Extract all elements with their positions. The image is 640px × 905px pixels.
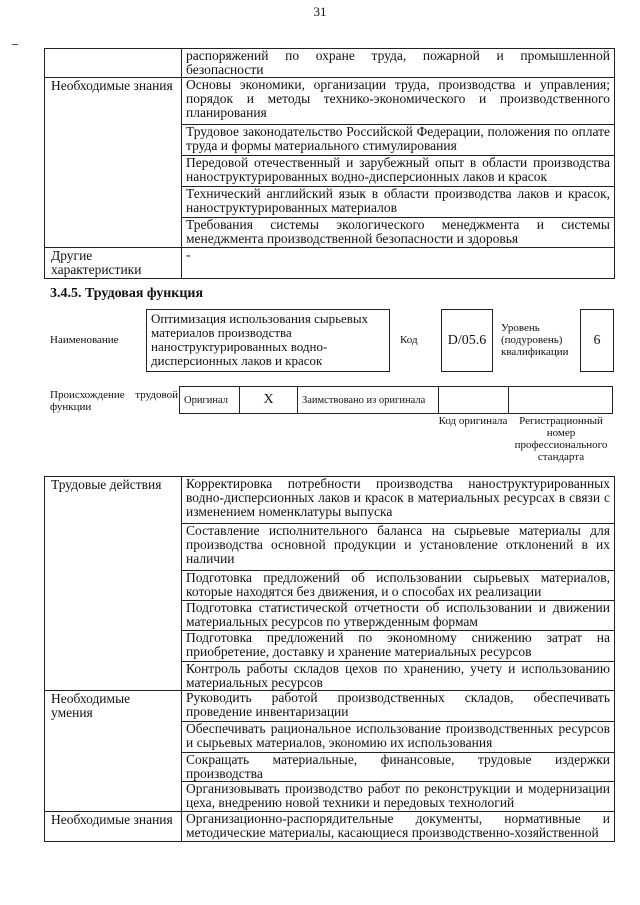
requirement-item: распоряжений по охране труда, пожарной и промышленной безопасности: [182, 49, 615, 78]
page-number: 31: [313, 4, 327, 19]
section-heading: 3.4.5. Трудовая функция: [50, 286, 204, 301]
table-row: [45, 812, 615, 842]
requirement-item: Трудовое законодательство Российской Федерации, положения по оплате труда и формы материального стимулирования: [182, 125, 615, 156]
category-label: [45, 49, 182, 78]
requirement-item: Технический английский язык в области производства лаков и красок, наноструктурированных материалов: [182, 187, 615, 218]
requirement-item: Подготовка предложений об использовании сырьевых материалов, которые находятся без движения, и о способах их реализации: [182, 571, 615, 601]
requirement-item: Сокращать материальные, финансовые, трудовые издержки производства: [182, 753, 615, 782]
requirement-item: Корректировка потребности производства наноструктурированных водно-дисперсионных лаков и красок в материальных ресурсах в связи с изменением номенклатуры выпуска: [182, 477, 615, 524]
category-label: Необходимые умения: [45, 691, 182, 812]
origin-code-cell: [439, 387, 509, 414]
level-label: Уровень (подуровень) квалификации: [501, 322, 569, 358]
origin-original: Оригинал: [180, 387, 240, 414]
requirement-item: Организовывать производство работ по реконструкции и модернизации цеха, внедрению новой техники и передовых технологий: [182, 782, 615, 812]
requirement-item: Составление исполнительного баланса на сырьевые материалы для производства основной продукции и установление отклонений в их наличии: [182, 524, 615, 571]
origin-mark: X: [240, 387, 298, 414]
requirement-item: Контроль работы складов цехов по хранению, учету и использованию материальных ресурсов: [182, 662, 615, 691]
top-requirements-table: [44, 48, 615, 279]
requirement-item: Передовой отечественный и зарубежный опыт в области производства наноструктурированных водно-дисперсионных лаков и красок: [182, 156, 615, 187]
code-label: Код: [400, 334, 418, 346]
requirement-item: Основы экономики, организации труда, производства и управления; порядок и методы технико-экономического и производственного планирования: [182, 78, 615, 125]
requirement-item: Подготовка статистической отчетности об использовании и движении материальных ресурсов по утвержденным формам: [182, 601, 615, 631]
origin-borrowed: Заимствовано из оригинала: [298, 387, 439, 414]
origin-code-caption: Код оригинала: [438, 415, 508, 427]
requirement-item: Организационно-распорядительные документы, нормативные и методические материалы, касающиеся производственно-хозяйственной: [182, 812, 615, 842]
requirement-item: Требования системы экологического менеджмента и системы менеджмента производственной безопасности и здоровья: [182, 218, 615, 248]
requirement-item: Подготовка предложений по экономному снижению затрат на приобретение, доставку и хранение материальных ресурсов: [182, 631, 615, 662]
margin-mark: [12, 44, 18, 45]
requirement-item: -: [182, 248, 615, 279]
table-row: [45, 477, 615, 524]
table-row: [45, 78, 615, 125]
table-row: [45, 248, 615, 279]
origin-label: Происхождение трудовой функции: [50, 389, 178, 413]
requirement-item: Обеспечивать рациональное использование производственных ресурсов и сырьевых материалов, экономию их использования: [182, 722, 615, 753]
table-row: [45, 691, 615, 722]
origin-table: [179, 386, 613, 414]
category-label: Трудовые действия: [45, 477, 182, 691]
requirement-item: Руководить работой производственных складов, обеспечивать проведение инвентаризации: [182, 691, 615, 722]
table-row: [45, 49, 615, 78]
category-label: Другие характеристики: [45, 248, 182, 279]
qualification-level: 6: [580, 309, 614, 372]
origin-reg-cell: [509, 387, 613, 414]
function-code: D/05.6: [441, 309, 493, 372]
category-label: Необходимые знания: [45, 812, 182, 842]
category-label: Необходимые знания: [45, 78, 182, 248]
origin-reg-caption: Регистрационный номер профессионального стандарта: [514, 415, 608, 463]
function-name: Оптимизация использования сырьевых материалов производства наноструктурированных водно-дисперсионных лаков и красок: [146, 309, 390, 372]
name-label: Наименование: [50, 334, 119, 346]
labor-function-table: [44, 476, 615, 842]
